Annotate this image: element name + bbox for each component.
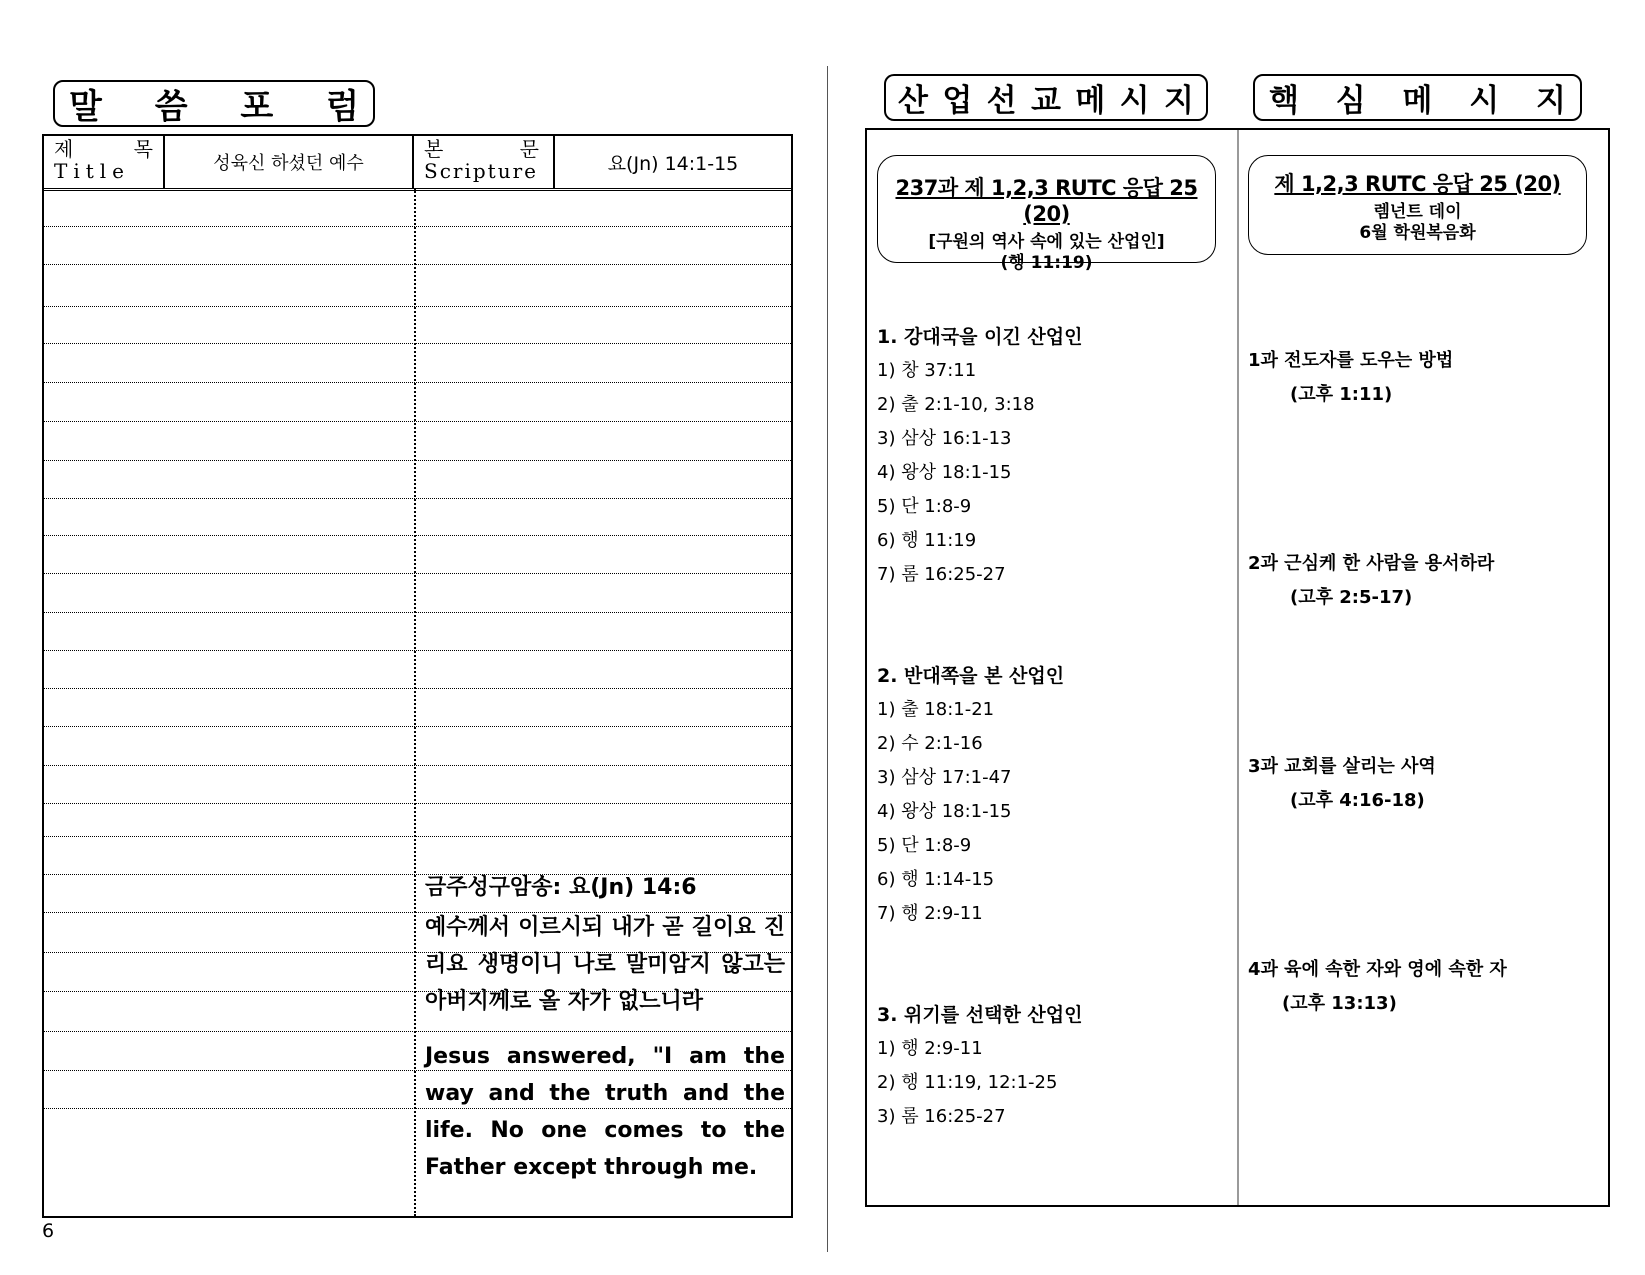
lesson-box-right: 제 1,2,3 RUTC 응답 25 (20) 렘넌트 데이 6월 학원복음화 [1248, 155, 1587, 255]
dotted-line [44, 803, 791, 804]
list-item: 2) 수 2:1-16 [877, 733, 983, 754]
dotted-line [44, 306, 791, 307]
list-item: 1) 행 2:9-11 [877, 1038, 983, 1059]
message-table [865, 128, 1610, 1207]
heading-core-message: 핵 심 메 시 지 [1253, 74, 1582, 121]
section-title: 1. 강대국을 이긴 산업인 [877, 326, 1083, 348]
title-label: 제 목 Title [44, 136, 165, 188]
list-item: 4) 왕상 18:1-15 [877, 801, 1012, 822]
section-1 [877, 320, 1082, 592]
dotted-line [44, 460, 791, 461]
dotted-line [44, 226, 791, 227]
core-lesson-4: 4과 육에 속한 자와 영에 속한 자 (고후 13:13) [1248, 959, 1507, 1014]
list-item: 5) 단 1:8-9 [877, 835, 972, 856]
dotted-line [44, 573, 791, 574]
heading-char: 포 [240, 87, 274, 127]
heading-char: 말 [69, 87, 102, 127]
dotted-line [44, 836, 791, 837]
section-title: 2. 반대쪽을 본 산업인 [877, 665, 1065, 687]
page-number: 6 [42, 1220, 55, 1242]
list-item: 3) 삼상 17:1-47 [877, 767, 1012, 788]
memory-verse-korean: 예수께서 이르시되 내가 곧 길이요 진리요 생명이니 나로 말미암지 않고는 아버지께로 올 자가 없느니라 [425, 915, 785, 1014]
heading-char: 럼 [326, 87, 359, 127]
list-item: 2) 출 2:1-10, 3:18 [877, 394, 1035, 415]
dotted-line [44, 765, 791, 766]
dotted-line [44, 726, 791, 727]
section-2 [877, 659, 1064, 931]
memory-verse-heading: 금주성구암송: 요(Jn) 14:6 [425, 875, 697, 900]
title-value: 성육신 하셨던 예수 [165, 136, 414, 188]
section-title: 3. 위기를 선택한 산업인 [877, 1004, 1083, 1026]
list-item: 4) 왕상 18:1-15 [877, 462, 1012, 483]
table-header-row [44, 136, 791, 191]
dotted-line [44, 421, 791, 422]
dotted-line [44, 650, 791, 651]
scripture-label: 본 문 Scripture [414, 136, 555, 188]
dotted-line [44, 264, 791, 265]
dotted-line [44, 612, 791, 613]
column-divider [1237, 130, 1239, 1205]
list-item: 7) 롬 16:25-27 [877, 564, 1006, 585]
dotted-line [44, 498, 791, 499]
list-item: 6) 행 1:14-15 [877, 869, 995, 890]
core-lesson-3: 3과 교회를 살리는 사역 (고후 4:16-18) [1248, 756, 1436, 811]
core-lesson-1: 1과 전도자를 도우는 방법 (고후 1:11) [1248, 350, 1454, 405]
list-item: 6) 행 11:19 [877, 530, 977, 551]
page-fold-line [827, 66, 828, 1252]
dotted-line [44, 688, 791, 689]
page-heading-word-forum [53, 80, 375, 127]
sermon-notes-table [42, 134, 793, 1218]
section-3 [877, 998, 1082, 1134]
list-item: 1) 창 37:11 [877, 360, 977, 381]
list-item: 7) 행 2:9-11 [877, 903, 983, 924]
list-item: 1) 출 18:1-21 [877, 699, 995, 720]
heading-char: 씀 [154, 87, 188, 127]
dotted-line [44, 535, 791, 536]
lesson-box-left: 237과 제 1,2,3 RUTC 응답 25 (20) [구원의 역사 속에 있는 산업인] (행 11:19) [877, 155, 1216, 263]
memory-verse-english: Jesus answered, "I am the way and the truth and the life. No one comes to the Father except through me. [425, 1044, 785, 1180]
list-item: 3) 롬 16:25-27 [877, 1106, 1006, 1127]
list-item: 3) 삼상 16:1-13 [877, 428, 1012, 449]
heading-industrial-mission-message: 산 업 선 교 메 시 지 [884, 74, 1208, 121]
dotted-line [44, 382, 791, 383]
list-item: 2) 행 11:19, 12:1-25 [877, 1072, 1058, 1093]
memory-verse [425, 871, 785, 1186]
list-item: 5) 단 1:8-9 [877, 496, 972, 517]
dotted-line [44, 343, 791, 344]
core-lesson-2: 2과 근심케 한 사람을 용서하라 (고후 2:5-17) [1248, 553, 1495, 608]
scripture-value: 요(Jn) 14:1-15 [607, 152, 739, 175]
